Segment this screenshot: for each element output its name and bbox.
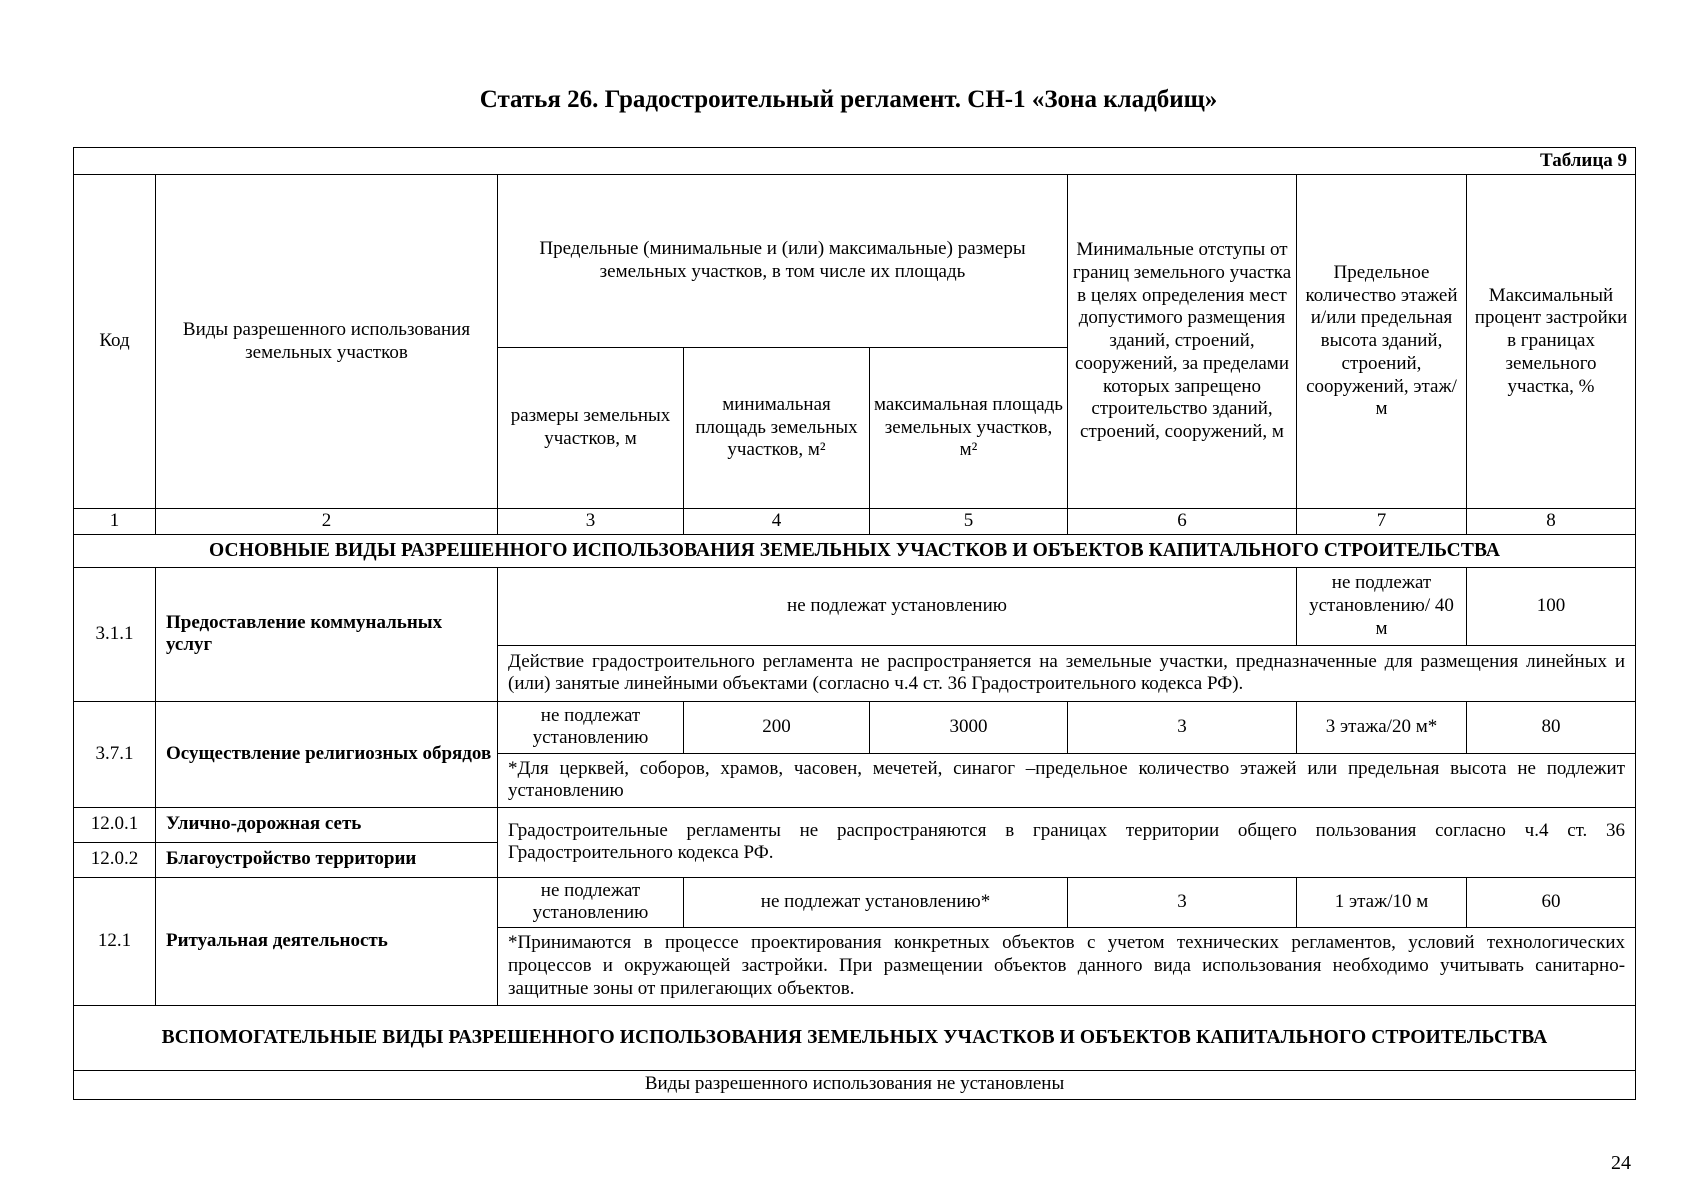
row-floors: 3 этажа/20 м* [1297,701,1467,753]
table-row [74,807,1636,842]
table-row [74,701,1636,753]
row-note: Градостроительные регламенты не распространяются в границах территории общего пользования согласно ч.4 ст. 36 Градостроительного кодекса РФ. [498,807,1636,877]
header-floors: Предельное количество этажей и/или предельная высота зданий, строений, сооружений, этаж/м [1297,175,1467,509]
header-min-area: минимальная площадь земельных участков, м² [684,348,870,509]
row-code: 12.0.2 [74,842,156,877]
row-code: 3.7.1 [74,701,156,807]
header-setbacks: Минимальные отступы от границ земельного участка в целях определения мест допустимого размещения зданий, строений, сооружений, за пределами которых запрещено строительство зданий, строений, сооружений, м [1068,175,1297,509]
column-number: 1 [74,509,156,535]
table-row [74,567,1636,645]
page-number: 24 [1611,1152,1631,1174]
row-floors: не подлежат установлению/ 40 м [1297,567,1467,645]
row-use-name: Улично-дорожная сеть [156,807,498,842]
row-use-name: Осуществление религиозных обрядов [156,701,498,807]
header-sizes-group: Предельные (минимальные и (или) максимальные) размеры земельных участков, в том числе их площадь [498,175,1068,348]
row-size: не подлежат установлению [498,701,684,753]
row-code: 3.1.1 [74,567,156,701]
aux-note: Виды разрешенного использования не установлены [74,1070,1636,1099]
row-floors: 1 этаж/10 м [1297,877,1467,927]
section-aux-header: ВСПОМОГАТЕЛЬНЫЕ ВИДЫ РАЗРЕШЕННОГО ИСПОЛЬЗОВАНИЯ ЗЕМЕЛЬНЫХ УЧАСТКОВ И ОБЪЕКТОВ КАПИТАЛЬНОГО СТРОИТЕЛЬСТВА [74,1005,1636,1070]
row-coverage: 60 [1467,877,1636,927]
column-number-row [74,509,1636,535]
column-number: 4 [684,509,870,535]
row-max-area: 3000 [870,701,1068,753]
header-uses: Виды разрешенного использования земельных участков [156,175,498,509]
header-code: Код [74,175,156,509]
column-number: 3 [498,509,684,535]
row-setback: 3 [1068,877,1297,927]
page-title: Статья 26. Градостроительный регламент. СН-1 «Зона кладбищ» [479,86,1218,113]
row-use-name: Предоставление коммунальных услуг [156,567,498,701]
row-coverage: 100 [1467,567,1636,645]
header-coverage: Максимальный процент застройки в границах земельного участка, % [1467,175,1636,509]
column-number: 5 [870,509,1068,535]
header-max-area: максимальная площадь земельных участков, м² [870,348,1068,509]
row-size: не подлежат установлению [498,877,684,927]
row-code: 12.0.1 [74,807,156,842]
column-number: 8 [1467,509,1636,535]
regulation-table [73,147,1636,1100]
row-note: Действие градостроительного регламента не распространяется на земельные участки, предназначенные для размещения линейных и (или) занятые линейными объектами (согласно ч.4 ст. 36 Градостроительного кодекса РФ). [498,645,1636,701]
section-main-header: ОСНОВНЫЕ ВИДЫ РАЗРЕШЕННОГО ИСПОЛЬЗОВАНИЯ ЗЕМЕЛЬНЫХ УЧАСТКОВ И ОБЪЕКТОВ КАПИТАЛЬНОГО СТРОИТЕЛЬСТВА [74,534,1636,567]
row-min-area: 200 [684,701,870,753]
row-setback: 3 [1068,701,1297,753]
row-use-name: Благоустройство территории [156,842,498,877]
table-label: Таблица 9 [74,148,1636,175]
row-use-name: Ритуальная деятельность [156,877,498,1005]
row-note: *Принимаются в процессе проектирования конкретных объектов с учетом технических регламентов, условий технологических процессов и окружающей застройки. При размещении объектов данного вида использования необходимо учитывать санитарно-защитные зоны от прилегающих объектов. [498,927,1636,1005]
row-area: не подлежат установлению* [684,877,1068,927]
row-note: *Для церквей, соборов, храмов, часовен, мечетей, синагог –предельное количество этажей или предельная высота не подлежит установлению [498,753,1636,807]
column-number: 2 [156,509,498,535]
table-row [74,877,1636,927]
row-code: 12.1 [74,877,156,1005]
row-params: не подлежат установлению [498,567,1297,645]
column-number: 6 [1068,509,1297,535]
column-number: 7 [1297,509,1467,535]
header-size-m: размеры земельных участков, м [498,348,684,509]
row-coverage: 80 [1467,701,1636,753]
